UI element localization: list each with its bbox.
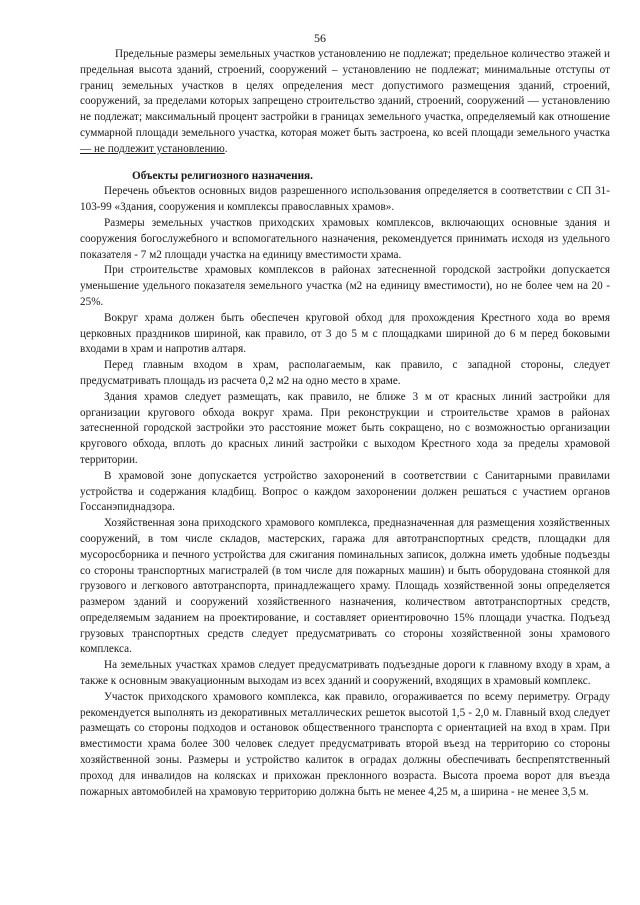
intro-underlined-text: — не подлежит установлению [80, 142, 225, 155]
paragraph: Хозяйственная зона приходского храмового комплекса, предназначенная для размещения хозяйственных сооружений, в том числе складов, мастерских, гаража для автотранспортных средств, площадки для мусоросборника и печного устройства для сжигания поминальных записок, должна иметь удобные подъезды со стороны транспортных магистралей (в том числе для пожарных машин) и быть оборудована стоянкой для грузового и легкового автотранспорта, принадлежащего храму. Площадь хозяйственной зоны определяется размером зданий и сооружений хозяйственного назначения, количеством автотранспортных средств, определяемым заданием на проектирование, и составляет ориентировочно 15% площади участка. Подъезд грузовых транспортных средств следует предусматривать со стороны хозяйственной зоны храмового комплекса. [80, 517, 610, 656]
page-number: 56 [314, 31, 326, 45]
document-body [80, 47, 610, 800]
paragraph: Здания храмов следует размещать, как правило, не ближе 3 м от красных линий застройки для организации кругового обхода вокруг храма. При реконструкции и строительстве храмов в районах затесненной городской застройки это расстояние может быть сокращено, но с возможностью организации кругового обхода, вплоть до красных линий застройки с выходом Крестного хода за пределы храмовой территории. [80, 390, 610, 466]
paragraph: Участок приходского храмового комплекса, как правило, огораживается по всему периметру. Ограду рекомендуется выполнять из декоративных металлических решеток высотой 1,5 - 2,0 м. Главный вход следует размещать со стороны подходов и остановок общественного транспорта с ориентацией на вход в храм. При вместимости храма более 300 человек следует предусматривать второй въезд на территорию со стороны хозяйственной зоны. Размеры и устройство калиток в оградах должны обеспечивать беспрепятственный проход для инвалидов на колясках и прихожан преклонного возраста. Высота проема ворот для въезда пожарных автомобилей на храмовую территорию должна быть не менее 4,25 м, а ширина - не менее 3,5 м. [80, 690, 610, 798]
paragraph: Перечень объектов основных видов разрешенного использования определяется в соответствии с СП 31-103-99 «Здания, сооружения и комплексы православных храмов». [80, 185, 610, 214]
intro-text-end: . [224, 142, 228, 155]
section-title: Объекты религиозного назначения. [132, 169, 313, 182]
paragraph: Перед главным входом в храм, располагаемым, как правило, с западной стороны, следует предусматривать площадь из расчета 0,2 м2 на одно место в храме. [80, 359, 610, 387]
paragraph: В храмовой зоне допускается устройство захоронений в соответствии с Санитарными правилами устройства и содержания кладбищ. Вопрос о каждом захоронении должен решаться с участием органов Госсанэпиднадзора. [80, 469, 610, 514]
paragraph: Вокруг храма должен быть обеспечен круговой обход для прохождения Крестного хода во время церковных праздников шириной, как правило, от 3 до 5 м с площадками шириной до 6 м перед боковыми входами в храм и напротив алтаря. [80, 311, 610, 356]
paragraph: На земельных участках храмов следует предусматривать подъездные дороги к главному входу в храм, а также к основным эвакуационным выходам из всех зданий и сооружений, входящих в храмовый комплекс. [80, 659, 610, 688]
intro-paragraph [80, 47, 610, 158]
paragraph: Размеры земельных участков приходских храмовых комплексов, включающих основные здания и сооружения богослужебного и вспомогательного назначения, рекомендуется принимать исходя из удельного показателя - 7 м2 площади участка на единицу вместимости храма. [80, 216, 610, 261]
intro-text: Предельные размеры земельных участков установлению не подлежат; предельное количество этажей и предельная высота зданий, строений, сооружений – установлению не подлежат; минимальные отступы от границ земельных участков в целях определения мест допустимого размещения зданий, строений, сооружений, за пределами которых запрещено строительство зданий, строений, сооружений — установлению не подлежат; максимальный процент застройки в границах земельного участка, определяемый как отношение суммарной площади земельного участка, которая может быть застроена, ко всей площади земельного участка [80, 48, 610, 139]
paragraph: При строительстве храмовых комплексов в районах затесненной городской застройки допускается уменьшение удельного показателя земельного участка (м2 на единицу вместимости), но не более чем на 20 - 25%. [80, 264, 610, 308]
